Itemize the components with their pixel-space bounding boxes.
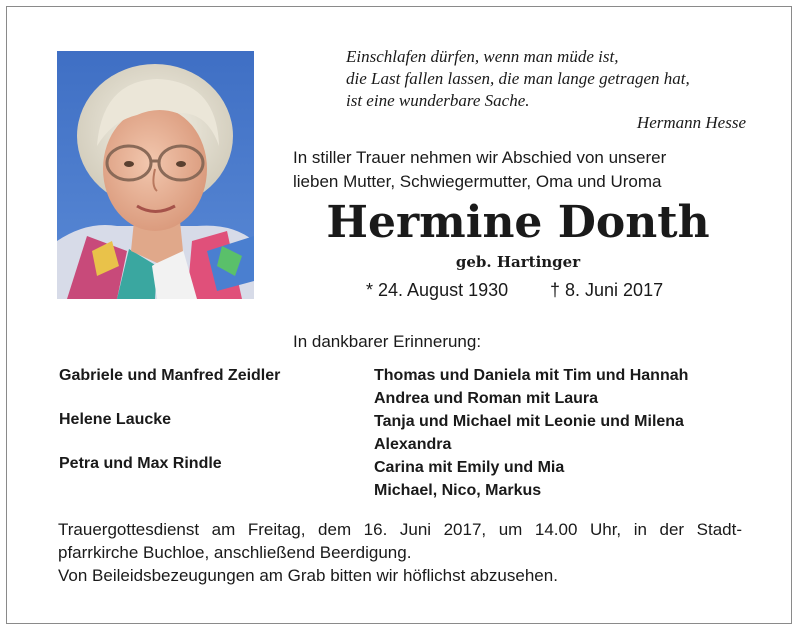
mourner-entry: Thomas und Daniela mit Tim und Hannah [374,367,689,384]
birth-date: * 24. August 1930 [366,280,509,300]
portrait-photo [57,51,254,299]
mourner-entry: Helene Laucke [59,411,172,428]
quote-line: Einschlafen dürfen, wenn man müde ist, [346,47,619,66]
mourners-right-column [374,364,774,502]
service-line: Von Beileidsbezeugungen am Grab bitten wir höflichst abzusehen. [58,566,558,585]
life-dates [366,278,686,302]
mourner-entry: Tanja und Michael mit Leonie und Milena [374,413,684,430]
quote-author: Hermann Hesse [636,113,746,132]
birth-name: geb. Hartinger [455,253,581,271]
thanks-heading: In dankbarer Erinnerung: [293,332,482,351]
service-line: Trauergottesdienst am Freitag, dem 16. Juni 2017, um 14.00 Uhr, in der Stadt- [58,520,742,539]
mourner-entry: Andrea und Roman mit Laura [374,390,599,407]
mourner-entry: Carina mit Emily und Mia [374,459,565,476]
mourner-entry: Petra und Max Rindle [59,455,222,472]
mourner-entry: Alexandra [374,436,452,453]
intro-line: lieben Mutter, Schwiegermutter, Oma und Uroma [293,172,662,191]
deceased-name: Hermine Donth [326,197,710,248]
hesse-quote [346,46,746,134]
mourner-entry: Gabriele und Manfred Zeidler [59,367,281,384]
quote-line: die Last fallen lassen, die man lange getragen hat, [346,69,690,88]
mourner-entry: Michael, Nico, Markus [374,482,542,499]
death-date: † 8. Juni 2017 [550,280,664,300]
intro-line: In stiller Trauer nehmen wir Abschied von unserer [293,148,667,167]
quote-line: ist eine wunderbare Sache. [346,91,530,110]
service-line: pfarrkirche Buchloe, anschließend Beerdigung. [58,543,412,562]
service-info [58,518,742,587]
intro-text [293,146,773,194]
